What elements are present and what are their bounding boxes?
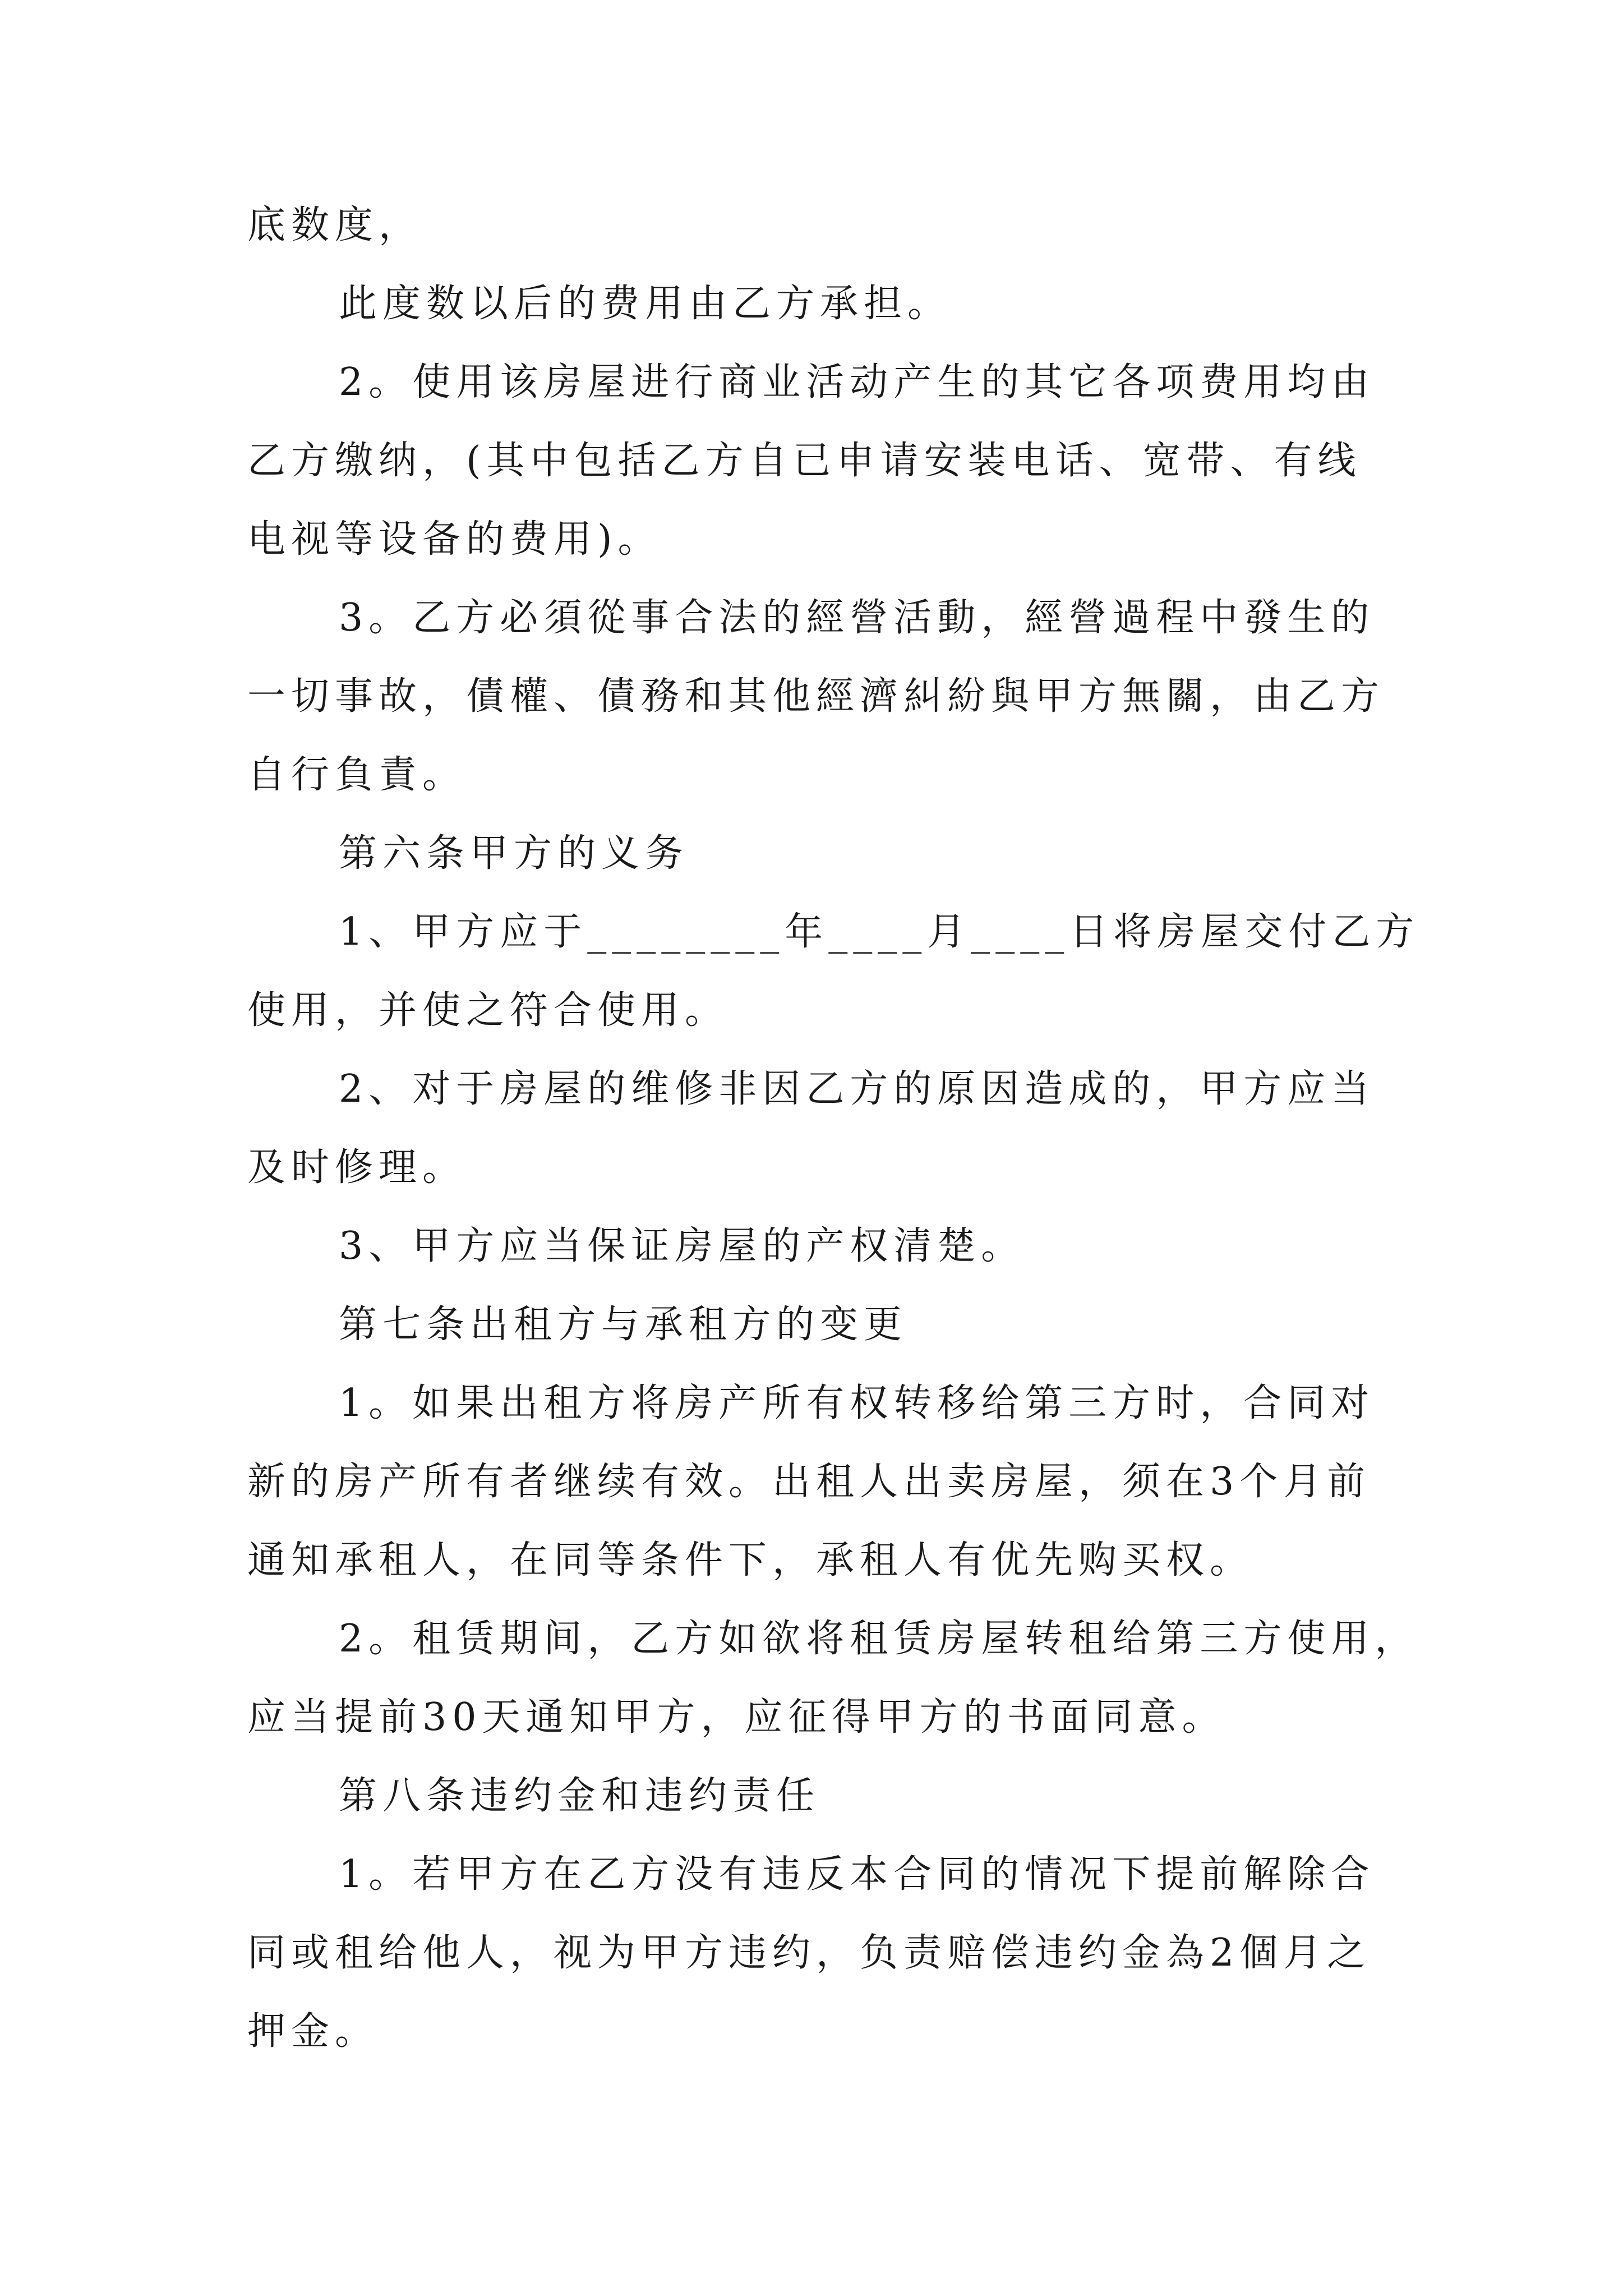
text-line-18: 通知承租人，在同等条件下，承租人有优先购买权。 (247, 1538, 1254, 1582)
text-line-16: 1。如果出租方将房产所有权转移给第三方时，合同对 (339, 1381, 1375, 1425)
text-line-1: 底数度， (247, 203, 423, 247)
text-line-11: 使用，并使之符合使用。 (247, 988, 729, 1033)
text-line-10: 1、甲方应于________年____月____日将房屋交付乙方 (339, 910, 1420, 954)
text-line-8: 自行負責。 (247, 753, 467, 797)
text-line-17: 新的房产所有者继续有效。出租人出卖房屋，须在3个月前 (247, 1460, 1371, 1504)
text-line-3: 2。使用该房屋进行商业活动产生的其它各项费用均由 (339, 360, 1375, 404)
text-line-4: 乙方缴纳，(其中包括乙方自已申请安装电话、宽带、有线 (247, 439, 1362, 483)
article-8-heading: 第八条违约金和违约责任 (339, 1774, 820, 1818)
text-line-23: 同或租给他人，视为甲方违约，负责赔偿违约金為2個月之 (247, 1931, 1371, 1975)
text-line-6: 3。乙方必須從事合法的經營活動，經營過程中發生的 (339, 596, 1375, 640)
text-line-24: 押金。 (247, 2009, 379, 2054)
text-line-13: 及时修理。 (247, 1145, 467, 1190)
article-7-heading: 第七条出租方与承租方的变更 (339, 1303, 908, 1347)
text-line-7: 一切事故，債權、債務和其他經濟糾紛與甲方無關，由乙方 (247, 674, 1385, 719)
article-6-heading: 第六条甲方的义务 (339, 831, 689, 876)
text-line-12: 2、对于房屋的维修非因乙方的原因造成的，甲方应当 (339, 1067, 1375, 1111)
text-line-20: 应当提前30天通知甲方，应征得甲方的书面同意。 (247, 1695, 1226, 1740)
text-line-19: 2。租赁期间，乙方如欲将租赁房屋转租给第三方使用， (339, 1617, 1419, 1661)
text-line-2: 此度数以后的费用由乙方承担。 (339, 282, 952, 326)
text-line-5: 电视等设备的费用)。 (247, 517, 662, 562)
text-line-14: 3、甲方应当保证房屋的产权清楚。 (339, 1224, 1025, 1268)
text-line-22: 1。若甲方在乙方没有违反本合同的情况下提前解除合 (339, 1852, 1375, 1897)
